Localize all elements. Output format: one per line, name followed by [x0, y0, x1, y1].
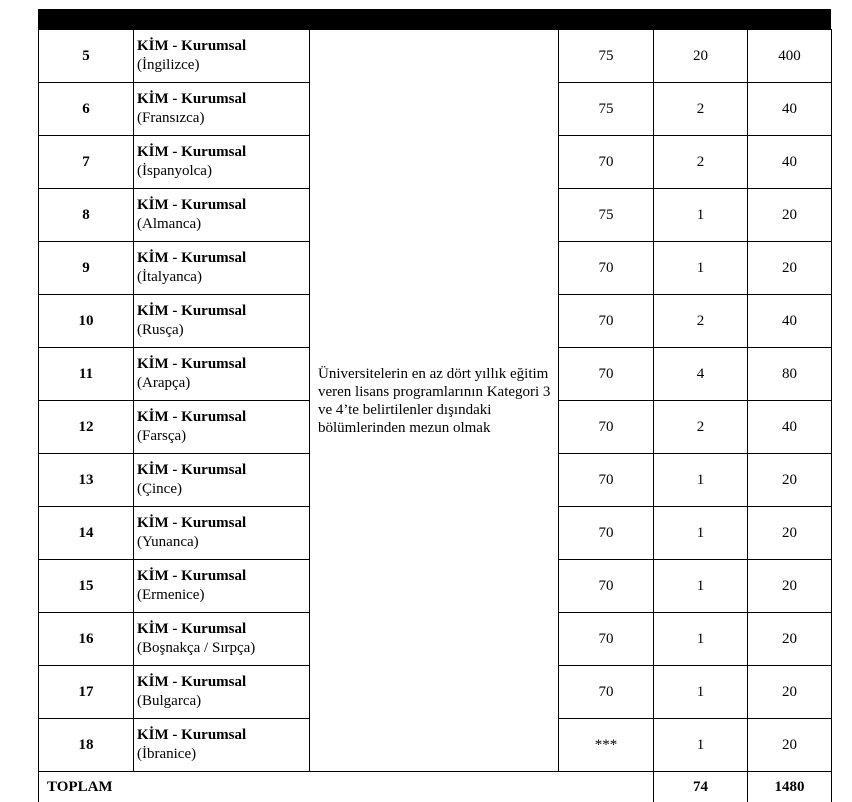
- quota-cell: 2: [654, 136, 748, 189]
- quota-cell: 1: [654, 507, 748, 560]
- program-language: (Ermenice): [137, 586, 309, 605]
- score-cell: 75: [559, 189, 654, 242]
- program-name-cell: [134, 666, 310, 719]
- total-cell: 20: [748, 189, 832, 242]
- program-title: KİM - Kurumsal: [137, 567, 309, 586]
- program-title: KİM - Kurumsal: [137, 249, 309, 268]
- score-cell: 70: [559, 401, 654, 454]
- row-number: 16: [39, 613, 134, 666]
- row-number: 8: [39, 189, 134, 242]
- total-cell: 40: [748, 136, 832, 189]
- total-cell: 20: [748, 507, 832, 560]
- quota-cell: 1: [654, 613, 748, 666]
- total-cell: 40: [748, 295, 832, 348]
- program-name-cell: [134, 295, 310, 348]
- score-cell: 70: [559, 454, 654, 507]
- score-cell: 70: [559, 507, 654, 560]
- table-body: [39, 30, 832, 802]
- program-title: KİM - Kurumsal: [137, 355, 309, 374]
- program-language: (Almanca): [137, 215, 309, 234]
- program-name-cell: [134, 560, 310, 613]
- total-cell: 20: [748, 719, 832, 772]
- program-title: KİM - Kurumsal: [137, 143, 309, 162]
- program-title: KİM - Kurumsal: [137, 408, 309, 427]
- program-title: KİM - Kurumsal: [137, 514, 309, 533]
- program-language: (Çince): [137, 480, 309, 499]
- program-language: (Fransızca): [137, 109, 309, 128]
- score-cell: 70: [559, 560, 654, 613]
- program-name-cell: [134, 454, 310, 507]
- program-title: KİM - Kurumsal: [137, 302, 309, 321]
- quota-cell: 1: [654, 666, 748, 719]
- score-cell: 70: [559, 295, 654, 348]
- score-cell: 70: [559, 613, 654, 666]
- program-name-cell: [134, 242, 310, 295]
- row-number: 18: [39, 719, 134, 772]
- score-cell: 70: [559, 348, 654, 401]
- row-number: 15: [39, 560, 134, 613]
- quota-cell: 1: [654, 454, 748, 507]
- row-number: 9: [39, 242, 134, 295]
- program-name-cell: [134, 348, 310, 401]
- program-language: (İtalyanca): [137, 268, 309, 287]
- table-row: [39, 30, 832, 83]
- program-language: (Farsça): [137, 427, 309, 446]
- requirement-cell: Üniversitelerin en az dört yıllık eğitim veren lisans programlarının Kategori 3 ve 4’te belirtilenler dışındaki bölümlerinden mezun olmak: [310, 30, 559, 772]
- program-language: (Bulgarca): [137, 692, 309, 711]
- row-number: 12: [39, 401, 134, 454]
- program-language: (İngilizce): [137, 56, 309, 75]
- program-title: KİM - Kurumsal: [137, 673, 309, 692]
- program-name-cell: [134, 189, 310, 242]
- total-cell: 80: [748, 348, 832, 401]
- total-quota: 74: [654, 772, 748, 802]
- total-cell: 20: [748, 613, 832, 666]
- total-cell: 20: [748, 560, 832, 613]
- program-language: (Yunanca): [137, 533, 309, 552]
- score-cell: 70: [559, 242, 654, 295]
- program-language: (İbranice): [137, 745, 309, 764]
- quota-cell: 1: [654, 242, 748, 295]
- total-cell: 40: [748, 401, 832, 454]
- row-number: 13: [39, 454, 134, 507]
- row-number: 6: [39, 83, 134, 136]
- quota-cell: 2: [654, 295, 748, 348]
- program-language: (Boşnakça / Sırpça): [137, 639, 309, 658]
- program-title: KİM - Kurumsal: [137, 196, 309, 215]
- total-row: [39, 772, 832, 802]
- row-number: 7: [39, 136, 134, 189]
- table-header-bar: [38, 9, 831, 29]
- total-cell: 20: [748, 242, 832, 295]
- program-title: KİM - Kurumsal: [137, 37, 309, 56]
- program-name-cell: [134, 30, 310, 83]
- row-number: 5: [39, 30, 134, 83]
- program-name-cell: [134, 83, 310, 136]
- quota-cell: 20: [654, 30, 748, 83]
- quota-cell: 1: [654, 719, 748, 772]
- total-cell: 40: [748, 83, 832, 136]
- total-label: TOPLAM: [39, 772, 654, 802]
- score-cell: 75: [559, 30, 654, 83]
- quota-table: [38, 29, 832, 802]
- program-name-cell: [134, 719, 310, 772]
- program-language: (Rusça): [137, 321, 309, 340]
- program-title: KİM - Kurumsal: [137, 90, 309, 109]
- total-cell: 20: [748, 454, 832, 507]
- quota-cell: 2: [654, 401, 748, 454]
- row-number: 11: [39, 348, 134, 401]
- quota-cell: 1: [654, 560, 748, 613]
- quota-cell: 4: [654, 348, 748, 401]
- grand-total: 1480: [748, 772, 832, 802]
- program-title: KİM - Kurumsal: [137, 726, 309, 745]
- row-number: 14: [39, 507, 134, 560]
- program-name-cell: [134, 401, 310, 454]
- program-language: (İspanyolca): [137, 162, 309, 181]
- program-name-cell: [134, 136, 310, 189]
- quota-cell: 1: [654, 189, 748, 242]
- row-number: 17: [39, 666, 134, 719]
- row-number: 10: [39, 295, 134, 348]
- program-name-cell: [134, 507, 310, 560]
- score-cell: 70: [559, 666, 654, 719]
- total-cell: 20: [748, 666, 832, 719]
- score-cell: 70: [559, 136, 654, 189]
- quota-cell: 2: [654, 83, 748, 136]
- program-name-cell: [134, 613, 310, 666]
- total-cell: 400: [748, 30, 832, 83]
- program-title: KİM - Kurumsal: [137, 620, 309, 639]
- score-cell: 75: [559, 83, 654, 136]
- score-cell: ***: [559, 719, 654, 772]
- program-title: KİM - Kurumsal: [137, 461, 309, 480]
- program-language: (Arapça): [137, 374, 309, 393]
